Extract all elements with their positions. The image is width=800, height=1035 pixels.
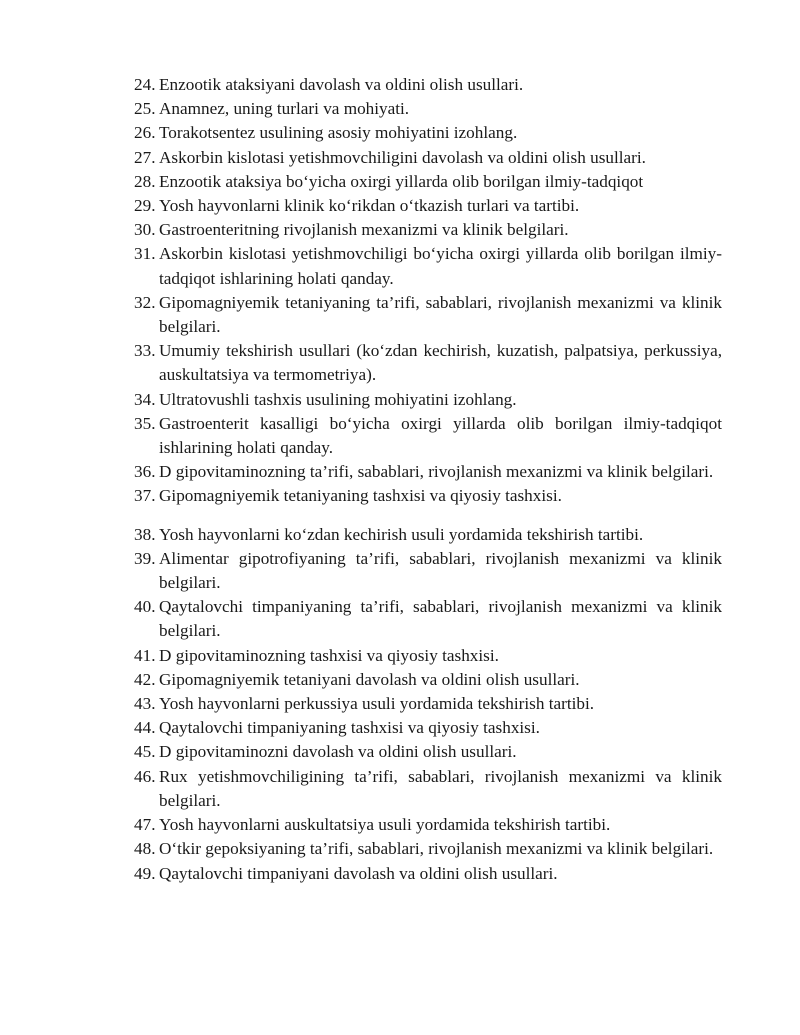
item-text: Gipomagniyemik tetaniyaning tashxisi va qiyosiy tashxisi. — [159, 486, 562, 506]
list-item — [134, 523, 722, 547]
item-text: Anamnez, uning turlari va mohiyati. — [159, 99, 410, 119]
item-text: Askorbin kislotasi yetishmovchiligi bo‘yicha oxirgi yillarda olib borilgan ilmiy-tadqiqot ishlarining holati qanday. — [159, 244, 722, 288]
item-number: 27. — [134, 147, 156, 167]
item-number: 38. — [134, 524, 156, 544]
item-text: D gipovitaminozni davolash va oldini olish usullari. — [159, 742, 517, 762]
list-item — [134, 740, 722, 764]
item-text: D gipovitaminozning tashxisi va qiyosiy tashxisi. — [159, 645, 499, 665]
item-text: Yosh hayvonlarni ko‘zdan kechirish usuli yordamida tekshirish tartibi. — [159, 524, 644, 544]
item-text: D gipovitaminozning ta’rifi, sabablari, rivojlanish mexanizmi va klinik belgilari. — [159, 462, 714, 482]
item-number: 44. — [134, 718, 156, 738]
list-item — [134, 484, 722, 508]
item-text: Gipomagniyemik tetaniyani davolash va oldini olish usullari. — [159, 669, 580, 689]
list-item — [134, 837, 722, 861]
item-number: 43. — [134, 694, 156, 714]
item-text: Qaytalovchi timpaniyani davolash va oldini olish usullari. — [159, 863, 558, 883]
list-item — [134, 412, 722, 460]
item-number: 30. — [134, 220, 156, 240]
item-text: Qaytalovchi timpaniyaning tashxisi va qiyosiy tashxisi. — [159, 718, 540, 738]
list-item — [134, 97, 722, 121]
item-text: Torakotsentez usulining asosiy mohiyatini izohlang. — [159, 123, 518, 143]
item-number: 46. — [134, 766, 156, 786]
item-number: 48. — [134, 839, 156, 859]
list-item — [134, 121, 722, 145]
list-item — [134, 339, 722, 387]
list-item — [134, 218, 722, 242]
item-number: 31. — [134, 244, 156, 264]
list-item — [134, 547, 722, 595]
item-number: 33. — [134, 341, 156, 361]
list-item — [134, 595, 722, 643]
item-text: Ultratovushli tashxis usulining mohiyatini izohlang. — [159, 389, 517, 409]
item-number: 29. — [134, 196, 156, 216]
item-number: 24. — [134, 75, 156, 94]
list-item — [134, 291, 722, 339]
item-text: Gastroenteritning rivojlanish mexanizmi va klinik belgilari. — [159, 220, 569, 240]
item-text: Gastroenterit kasalligi bo‘yicha oxirgi yillarda olib borilgan ilmiy-tadqiqot ishlarining holati qanday. — [159, 413, 722, 458]
item-text: Alimentar gipotrofiyaning ta’rifi, sabablari, rivojlanish mexanizmi va klinik belgilari. — [159, 548, 722, 593]
list-item — [134, 644, 722, 668]
item-text: Qaytalovchi timpaniyaning ta’rifi, sabablari, rivojlanish mexanizmi va klinik belgilari. — [159, 597, 722, 641]
item-number: 25. — [134, 99, 156, 119]
item-text: Umumiy tekshirish usullari (ko‘zdan kechirish, kuzatish, palpatsiya, perkussiya, auskultatsiya va termometriya). — [159, 341, 722, 385]
list-item — [134, 73, 722, 97]
item-number: 47. — [134, 815, 156, 835]
item-text: Rux yetishmovchiligining ta’rifi, sabablari, rivojlanish mexanizmi va klinik belgilari. — [159, 766, 722, 810]
item-number: 45. — [134, 742, 156, 762]
item-number: 26. — [134, 123, 156, 143]
item-text: Enzootik ataksiya bo‘yicha oxirgi yillarda olib borilgan ilmiy-tadqiqot — [159, 171, 644, 191]
item-number: 32. — [134, 292, 156, 312]
list-item — [134, 388, 722, 412]
item-text: Yosh hayvonlarni klinik ko‘rikdan o‘tkazish turlari va tartibi. — [159, 196, 580, 216]
list-item — [134, 242, 722, 290]
item-number: 35. — [134, 413, 156, 433]
item-number: 40. — [134, 597, 156, 617]
item-text: Gipomagniyemik tetaniyaning ta’rifi, sabablari, rivojlanish mexanizmi va klinik belgilari. — [159, 292, 722, 337]
item-text: Askorbin kislotasi yetishmovchiligini davolash va oldini olish usullari. — [159, 147, 646, 167]
item-number: 49. — [134, 863, 156, 883]
item-number: 39. — [134, 548, 156, 568]
list-item — [134, 716, 722, 740]
item-number: 37. — [134, 486, 156, 506]
list-item — [134, 765, 722, 813]
item-text: O‘tkir gepoksiyaning ta’rifi, sabablari, rivojlanish mexanizmi va klinik belgilari. — [159, 839, 714, 859]
question-list — [134, 73, 722, 886]
list-item — [134, 460, 722, 484]
list-item — [134, 692, 722, 716]
list-item — [134, 146, 722, 170]
item-number: 34. — [134, 389, 156, 409]
item-text: Enzootik ataksiyani davolash va oldini olish usullari. — [159, 75, 524, 94]
item-text: Yosh hayvonlarni auskultatsiya usuli yordamida tekshirish tartibi. — [159, 815, 611, 835]
item-text: Yosh hayvonlarni perkussiya usuli yordamida tekshirish tartibi. — [159, 694, 595, 714]
list-item — [134, 170, 722, 194]
list-item — [134, 668, 722, 692]
item-number: 41. — [134, 645, 156, 665]
list-item — [134, 813, 722, 837]
item-number: 28. — [134, 171, 156, 191]
item-number: 42. — [134, 669, 156, 689]
list-item — [134, 194, 722, 218]
list-item — [134, 862, 722, 886]
item-number: 36. — [134, 462, 156, 482]
